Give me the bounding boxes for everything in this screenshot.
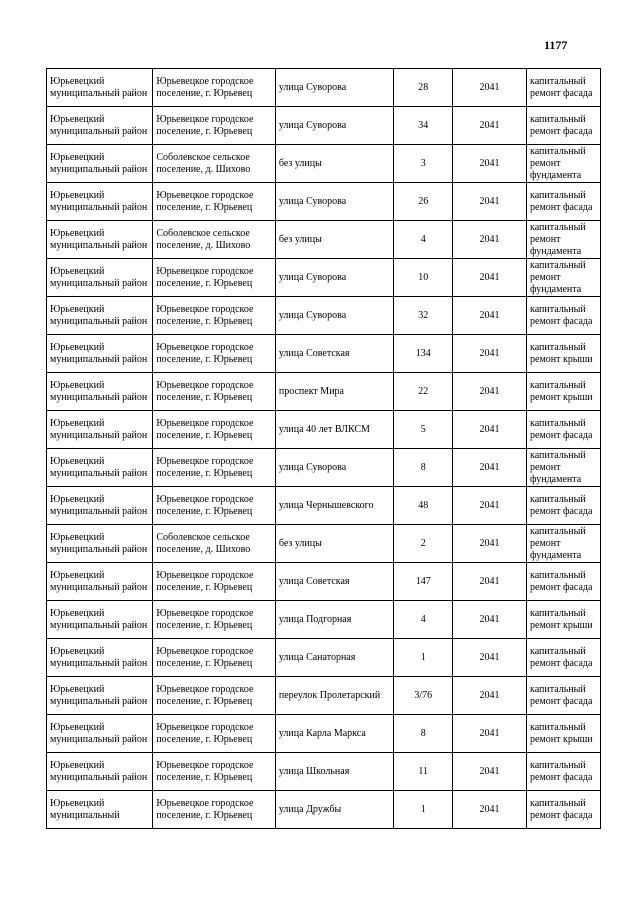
street-cell: переулок Пролетарский <box>275 677 393 715</box>
work-type-cell: капитальный ремонт фундамента <box>527 449 601 487</box>
settlement-cell: Юрьевецкое городское поселение, г. Юрьевец <box>153 601 276 639</box>
district-cell: Юрьевецкий муниципальный район <box>47 563 153 601</box>
year-cell: 2041 <box>453 563 527 601</box>
work-type-cell: капитальный ремонт фундамента <box>527 145 601 183</box>
settlement-cell: Юрьевецкое городское поселение, г. Юрьевец <box>153 791 276 829</box>
house-number-cell: 8 <box>394 715 453 753</box>
settlement-cell: Соболевское сельское поселение, д. Шихово <box>153 525 276 563</box>
house-number-cell: 3/76 <box>394 677 453 715</box>
house-number-cell: 2 <box>394 525 453 563</box>
table-row <box>47 411 601 449</box>
district-cell: Юрьевецкий муниципальный район <box>47 183 153 221</box>
page-number: 1177 <box>544 38 568 52</box>
street-cell: улица Суворова <box>275 297 393 335</box>
house-number-cell: 22 <box>394 373 453 411</box>
table-row <box>47 297 601 335</box>
street-cell: улица Школьная <box>275 753 393 791</box>
district-cell: Юрьевецкий муниципальный район <box>47 715 153 753</box>
house-number-cell: 134 <box>394 335 453 373</box>
year-cell: 2041 <box>453 487 527 525</box>
street-cell: улица Подгорная <box>275 601 393 639</box>
work-type-cell: капитальный ремонт крыши <box>527 601 601 639</box>
table-row <box>47 69 601 107</box>
district-cell: Юрьевецкий муниципальный район <box>47 753 153 791</box>
year-cell: 2041 <box>453 601 527 639</box>
table-row <box>47 107 601 145</box>
year-cell: 2041 <box>453 221 527 259</box>
settlement-cell: Соболевское сельское поселение, д. Шихово <box>153 145 276 183</box>
year-cell: 2041 <box>453 791 527 829</box>
settlement-cell: Юрьевецкое городское поселение, г. Юрьевец <box>153 677 276 715</box>
district-cell: Юрьевецкий муниципальный район <box>47 601 153 639</box>
street-cell: улица Чернышевского <box>275 487 393 525</box>
work-type-cell: капитальный ремонт фасада <box>527 639 601 677</box>
district-cell: Юрьевецкий муниципальный район <box>47 525 153 563</box>
work-type-cell: капитальный ремонт фасада <box>527 411 601 449</box>
table-row <box>47 145 601 183</box>
district-cell: Юрьевецкий муниципальный район <box>47 335 153 373</box>
street-cell: улица Суворова <box>275 107 393 145</box>
house-number-cell: 32 <box>394 297 453 335</box>
house-number-cell: 26 <box>394 183 453 221</box>
year-cell: 2041 <box>453 449 527 487</box>
work-type-cell: капитальный ремонт крыши <box>527 715 601 753</box>
house-number-cell: 1 <box>394 639 453 677</box>
settlement-cell: Соболевское сельское поселение, д. Шихово <box>153 221 276 259</box>
year-cell: 2041 <box>453 107 527 145</box>
street-cell: проспект Мира <box>275 373 393 411</box>
work-type-cell: капитальный ремонт фасада <box>527 69 601 107</box>
house-number-cell: 10 <box>394 259 453 297</box>
work-type-cell: капитальный ремонт фундамента <box>527 221 601 259</box>
street-cell: улица Суворова <box>275 69 393 107</box>
table-row <box>47 449 601 487</box>
work-type-cell: капитальный ремонт крыши <box>527 373 601 411</box>
street-cell: без улицы <box>275 525 393 563</box>
repair-schedule-table <box>46 68 601 829</box>
table-body <box>47 69 601 829</box>
settlement-cell: Юрьевецкое городское поселение, г. Юрьевец <box>153 411 276 449</box>
settlement-cell: Юрьевецкое городское поселение, г. Юрьевец <box>153 297 276 335</box>
house-number-cell: 5 <box>394 411 453 449</box>
district-cell: Юрьевецкий муниципальный <box>47 791 153 829</box>
street-cell: улица Советская <box>275 335 393 373</box>
work-type-cell: капитальный ремонт фасада <box>527 563 601 601</box>
table-row <box>47 715 601 753</box>
street-cell: улица Карла Маркса <box>275 715 393 753</box>
house-number-cell: 3 <box>394 145 453 183</box>
work-type-cell: капитальный ремонт фасада <box>527 297 601 335</box>
settlement-cell: Юрьевецкое городское поселение, г. Юрьевец <box>153 487 276 525</box>
work-type-cell: капитальный ремонт фасада <box>527 753 601 791</box>
year-cell: 2041 <box>453 639 527 677</box>
street-cell: без улицы <box>275 221 393 259</box>
work-type-cell: капитальный ремонт фундамента <box>527 259 601 297</box>
district-cell: Юрьевецкий муниципальный район <box>47 373 153 411</box>
house-number-cell: 48 <box>394 487 453 525</box>
street-cell: улица Советская <box>275 563 393 601</box>
house-number-cell: 4 <box>394 221 453 259</box>
settlement-cell: Юрьевецкое городское поселение, г. Юрьевец <box>153 753 276 791</box>
district-cell: Юрьевецкий муниципальный район <box>47 221 153 259</box>
district-cell: Юрьевецкий муниципальный район <box>47 145 153 183</box>
settlement-cell: Юрьевецкое городское поселение, г. Юрьевец <box>153 373 276 411</box>
work-type-cell: капитальный ремонт фасада <box>527 487 601 525</box>
house-number-cell: 8 <box>394 449 453 487</box>
table-row <box>47 183 601 221</box>
year-cell: 2041 <box>453 677 527 715</box>
street-cell: без улицы <box>275 145 393 183</box>
table-row <box>47 487 601 525</box>
district-cell: Юрьевецкий муниципальный район <box>47 107 153 145</box>
year-cell: 2041 <box>453 69 527 107</box>
district-cell: Юрьевецкий муниципальный район <box>47 297 153 335</box>
district-cell: Юрьевецкий муниципальный район <box>47 449 153 487</box>
table-row <box>47 791 601 829</box>
year-cell: 2041 <box>453 411 527 449</box>
work-type-cell: капитальный ремонт крыши <box>527 335 601 373</box>
table-row <box>47 753 601 791</box>
house-number-cell: 28 <box>394 69 453 107</box>
table-row <box>47 677 601 715</box>
work-type-cell: капитальный ремонт фасада <box>527 791 601 829</box>
district-cell: Юрьевецкий муниципальный район <box>47 411 153 449</box>
house-number-cell: 11 <box>394 753 453 791</box>
street-cell: улица Суворова <box>275 449 393 487</box>
street-cell: улица Суворова <box>275 259 393 297</box>
settlement-cell: Юрьевецкое городское поселение, г. Юрьевец <box>153 449 276 487</box>
table-row <box>47 601 601 639</box>
district-cell: Юрьевецкий муниципальный район <box>47 259 153 297</box>
district-cell: Юрьевецкий муниципальный район <box>47 677 153 715</box>
settlement-cell: Юрьевецкое городское поселение, г. Юрьевец <box>153 563 276 601</box>
house-number-cell: 34 <box>394 107 453 145</box>
work-type-cell: капитальный ремонт фасада <box>527 677 601 715</box>
year-cell: 2041 <box>453 525 527 563</box>
work-type-cell: капитальный ремонт фасада <box>527 183 601 221</box>
street-cell: улица Санаторная <box>275 639 393 677</box>
district-cell: Юрьевецкий муниципальный район <box>47 487 153 525</box>
street-cell: улица 40 лет ВЛКСМ <box>275 411 393 449</box>
house-number-cell: 4 <box>394 601 453 639</box>
settlement-cell: Юрьевецкое городское поселение, г. Юрьевец <box>153 183 276 221</box>
settlement-cell: Юрьевецкое городское поселение, г. Юрьевец <box>153 259 276 297</box>
district-cell: Юрьевецкий муниципальный район <box>47 69 153 107</box>
table-row <box>47 221 601 259</box>
year-cell: 2041 <box>453 715 527 753</box>
street-cell: улица Суворова <box>275 183 393 221</box>
house-number-cell: 1 <box>394 791 453 829</box>
table-row <box>47 563 601 601</box>
table-row <box>47 639 601 677</box>
house-number-cell: 147 <box>394 563 453 601</box>
table-row <box>47 373 601 411</box>
year-cell: 2041 <box>453 145 527 183</box>
settlement-cell: Юрьевецкое городское поселение, г. Юрьевец <box>153 69 276 107</box>
settlement-cell: Юрьевецкое городское поселение, г. Юрьевец <box>153 107 276 145</box>
street-cell: улица Дружбы <box>275 791 393 829</box>
district-cell: Юрьевецкий муниципальный район <box>47 639 153 677</box>
year-cell: 2041 <box>453 373 527 411</box>
year-cell: 2041 <box>453 335 527 373</box>
year-cell: 2041 <box>453 753 527 791</box>
settlement-cell: Юрьевецкое городское поселение, г. Юрьевец <box>153 639 276 677</box>
work-type-cell: капитальный ремонт фасада <box>527 107 601 145</box>
year-cell: 2041 <box>453 183 527 221</box>
year-cell: 2041 <box>453 297 527 335</box>
work-type-cell: капитальный ремонт фундамента <box>527 525 601 563</box>
settlement-cell: Юрьевецкое городское поселение, г. Юрьевец <box>153 335 276 373</box>
year-cell: 2041 <box>453 259 527 297</box>
settlement-cell: Юрьевецкое городское поселение, г. Юрьевец <box>153 715 276 753</box>
table-row <box>47 335 601 373</box>
table-row <box>47 259 601 297</box>
table-row <box>47 525 601 563</box>
